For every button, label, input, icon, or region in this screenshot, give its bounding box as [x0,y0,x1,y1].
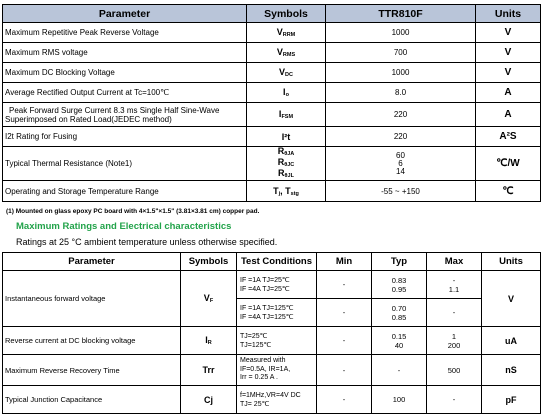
test-condition-cell: Measured with IF=0.5A, IR=1A, Irr = 0.25 A . [237,355,317,386]
unit-cell: A [476,83,541,103]
param-cell: I2t Rating for Fusing [3,127,247,147]
unit-cell: V [476,63,541,83]
test-condition-cell: IF =1A TJ=25℃ IF =4A TJ=25℃ [237,271,317,299]
symbol-cell: IFSM [247,103,326,127]
unit-cell: nS [482,355,541,386]
max-cell: 1 200 [427,327,482,355]
unit-cell: pF [482,386,541,414]
param-cell: Maximum Repetitive Peak Reverse Voltage [3,23,247,43]
symbol-cell: Tj, Tstg [247,181,326,202]
param-cell: Maximum RMS voltage [3,43,247,63]
table-row [3,83,541,103]
table-header-row [3,253,541,271]
typ-cell: - [372,355,427,386]
unit-cell: A [476,103,541,127]
test-condition-cell: f=1MHz,VR=4V DC TJ= 25℃ [237,386,317,414]
symbol-cell: VRRM [247,23,326,43]
value-cell: 220 [326,127,476,147]
unit-cell: A²S [476,127,541,147]
min-cell: - [317,355,372,386]
header-part-number: TTR810F [326,5,476,23]
table-row [3,327,541,355]
value-cell: 8.0 [326,83,476,103]
symbol-cell: VF [181,271,237,327]
value-cell: 60 6 14 [326,147,476,181]
header-symbols: Symbols [247,5,326,23]
unit-cell: ℃/W [476,147,541,181]
table-header-row [3,5,541,23]
test-condition-cell: IF =1A TJ=125℃ IF =4A TJ=125℃ [237,299,317,327]
typ-cell: 100 [372,386,427,414]
header-typ: Typ [372,253,427,271]
max-ratings-table [2,4,541,202]
min-cell: - [317,386,372,414]
param-cell: Operating and Storage Temperature Range [3,181,247,202]
header-parameter: Parameter [3,5,247,23]
table-row [3,103,541,127]
header-symbols: Symbols [181,253,237,271]
min-cell: - [317,299,372,327]
symbol-cell: Io [247,83,326,103]
section-title: Maximum Ratings and Electrical characteristics [16,221,232,232]
unit-cell: V [476,23,541,43]
min-cell: - [317,327,372,355]
symbol-cell: IR [181,327,237,355]
unit-cell: V [476,43,541,63]
table-row [3,386,541,414]
param-cell: Reverse current at DC blocking voltage [3,327,181,355]
max-cell: 500 [427,355,482,386]
header-max: Max [427,253,482,271]
table-row [3,127,541,147]
header-units: Units [482,253,541,271]
typ-cell: 0.83 0.95 [372,271,427,299]
header-units: Units [476,5,541,23]
symbol-cell: I²t [247,127,326,147]
header-parameter: Parameter [3,253,181,271]
header-min: Min [317,253,372,271]
symbol-cell: VDC [247,63,326,83]
value-cell: 700 [326,43,476,63]
symbol-cell: Cj [181,386,237,414]
footnote: (1) Mounted on glass epoxy PC board with 4×1.5"×1.5" (3.81×3.81 cm) copper pad. [6,208,260,215]
table-row [3,271,541,299]
unit-cell: uA [482,327,541,355]
unit-cell: ℃ [476,181,541,202]
symbol-cell: Trr [181,355,237,386]
min-cell: - [317,271,372,299]
param-cell: Average Rectified Output Current at Tc=100℃ [3,83,247,103]
symbol-cell: VRMS [247,43,326,63]
test-condition-cell: TJ=25℃ TJ=125℃ [237,327,317,355]
table-row [3,63,541,83]
table-row [3,181,541,202]
table-row [3,147,541,181]
max-cell: - [427,386,482,414]
electrical-characteristics-table [2,252,541,414]
param-cell: Typical Thermal Resistance (Note1) [3,147,247,181]
conditions-text: Ratings at 25 °C ambient temperature unless otherwise specified. [16,237,278,247]
unit-cell: V [482,271,541,327]
param-cell: Instantaneous forward voltage [3,271,181,327]
value-cell: 1000 [326,63,476,83]
symbol-cell: RθJA RθJC RθJL [247,147,326,181]
typ-cell: 0.70 0.85 [372,299,427,327]
max-cell: - 1.1 [427,271,482,299]
value-cell: 1000 [326,23,476,43]
table-row [3,23,541,43]
max-cell: - [427,299,482,327]
value-cell: -55 ~ +150 [326,181,476,202]
param-cell: Peak Forward Surge Current 8.3 ms Single Half Sine-Wave Superimposed on Rated Load(JEDEC method) [3,103,247,127]
param-cell: Maximum Reverse Recovery Time [3,355,181,386]
param-cell: Typical Junction Capacitance [3,386,181,414]
param-cell: Maximum DC Blocking Voltage [3,63,247,83]
table-row [3,43,541,63]
header-test-conditions: Test Conditions [237,253,317,271]
typ-cell: 0.15 40 [372,327,427,355]
table-row [3,355,541,386]
value-cell: 220 [326,103,476,127]
